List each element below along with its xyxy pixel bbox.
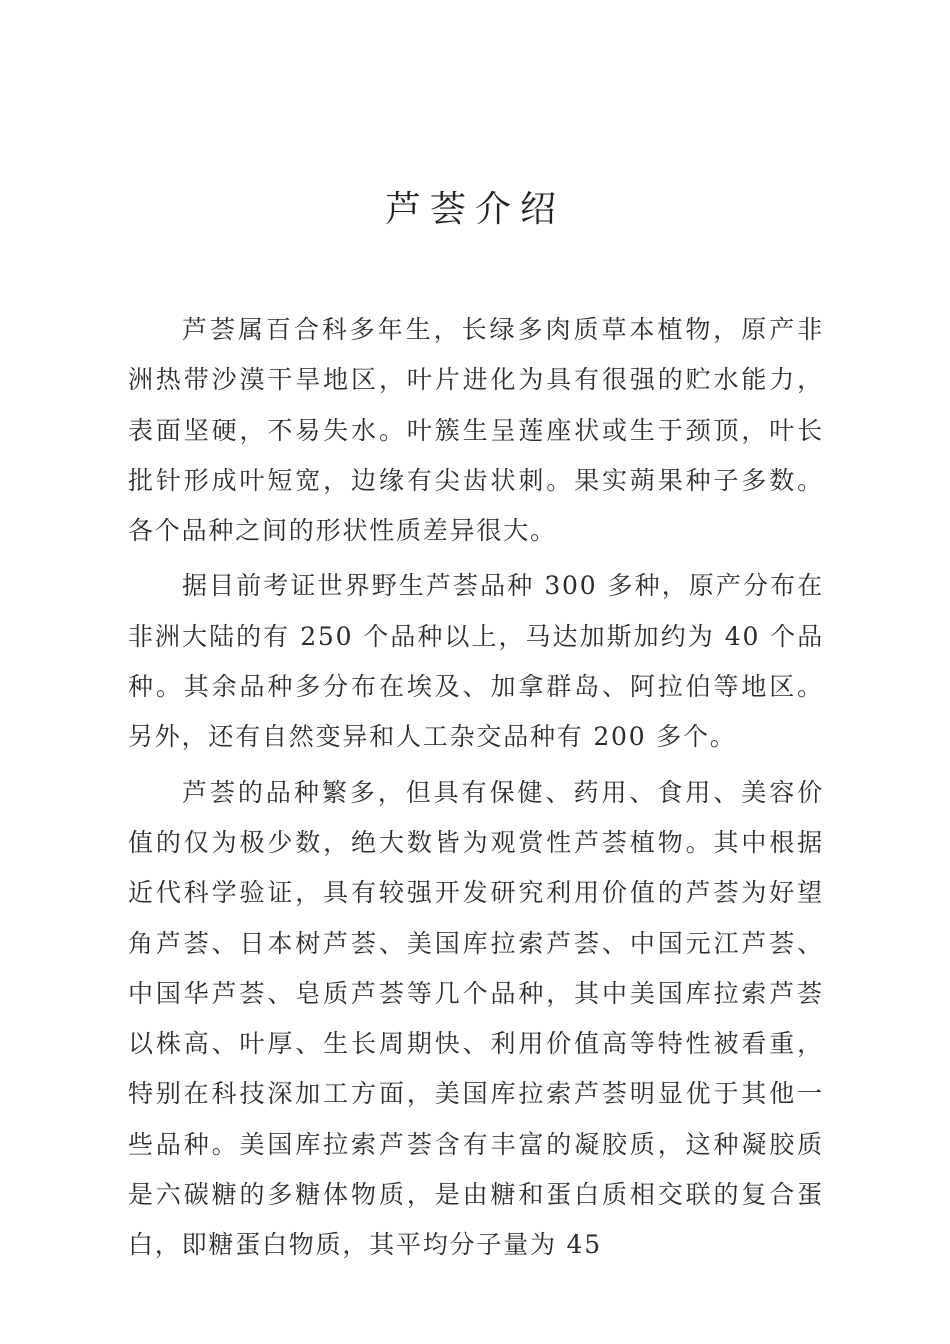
document-body — [128, 305, 824, 1276]
paragraph-varieties: 芦荟的品种繁多，但具有保健、药用、食用、美容价值的仅为极少数，绝大数皆为观赏性芦荟植物。其中根据近代科学验证，具有较强开发研究利用价值的芦荟为好望角芦荟、日本树芦荟、美国库拉索芦荟、中国元江芦荟、中国华芦荟、皂质芦荟等几个品种，其中美国库拉索芦荟以株高、叶厚、生长周期快、利用价值高等特性被看重，特别在科技深加工方面，美国库拉索芦荟明显优于其他一些品种。美国库拉索芦荟含有丰富的凝胶质，这种凝胶质是六碳糖的多糖体物质，是由糖和蛋白质相交联的复合蛋白，即糖蛋白物质，其平均分子量为 45 — [128, 777, 824, 1260]
document-title: 芦荟介绍 — [384, 189, 565, 230]
paragraph-origin: 芦荟属百合科多年生，长绿多肉质草本植物，原产非洲热带沙漠干旱地区，叶片进化为具有很强的贮水能力，表面坚硬，不易失水。叶簇生呈莲座状或生于颈顶，叶长批针形成叶短宽，边缘有尖齿状刺。果实蒴果种子多数。各个品种之间的形状性质差异很大。 — [128, 315, 824, 546]
paragraph-species-count: 据目前考证世界野生芦荟品种 300 多种，原产分布在非洲大陆的有 250 个品种以上，马达加斯加约为 40 个品种。其余品种多分布在埃及、加拿群岛、阿拉伯等地区。另外，还有自然变异和人工杂交品种有 200 多个。 — [128, 571, 824, 752]
